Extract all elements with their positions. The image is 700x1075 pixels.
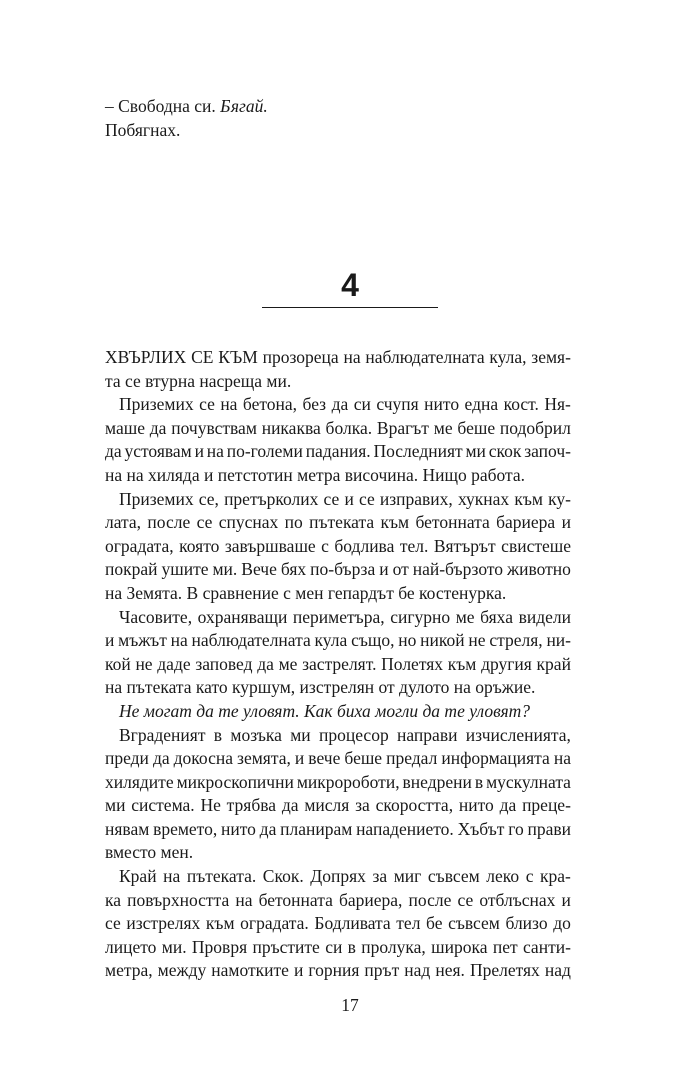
word: бях xyxy=(280,559,307,580)
word: хукнах xyxy=(457,488,510,509)
word: заповед xyxy=(195,653,253,674)
word: на xyxy=(170,630,188,651)
word: прозореца xyxy=(262,347,339,367)
word: Хъбът xyxy=(457,818,505,839)
dialogue-italic-text: Бягай. xyxy=(220,96,268,116)
word: Прелетях xyxy=(469,960,540,981)
word: бетона, xyxy=(242,394,298,415)
word: земя- xyxy=(531,347,571,367)
text-line xyxy=(105,889,571,913)
word: другия xyxy=(481,653,532,674)
word: Врагът xyxy=(376,417,429,438)
word: ХВЪРЛИХ xyxy=(105,347,187,367)
word: стреля, xyxy=(489,630,543,651)
word: трябва xyxy=(226,795,277,816)
word: периметъра, xyxy=(292,606,385,627)
word: започ- xyxy=(524,441,571,462)
word: мисля xyxy=(304,795,350,816)
word: за xyxy=(355,795,370,816)
word: да xyxy=(152,748,170,769)
word: бариера, xyxy=(338,889,403,910)
chapter-divider xyxy=(262,307,438,308)
word: скок xyxy=(488,441,522,462)
word: завършваше xyxy=(224,535,316,556)
text-line xyxy=(105,865,571,889)
word: тел xyxy=(396,913,421,934)
word: и xyxy=(344,488,354,509)
word: повърхността xyxy=(127,889,230,910)
word: над xyxy=(404,960,431,981)
word: бетонната xyxy=(415,512,490,533)
word: съвсем xyxy=(448,913,500,934)
closing-line: Побягнах. xyxy=(105,120,181,140)
word: сигурно xyxy=(390,606,451,627)
word: Провря xyxy=(191,936,248,957)
word: бариера xyxy=(496,512,556,533)
word: се xyxy=(323,488,340,509)
word: да xyxy=(259,818,277,839)
word: прът xyxy=(364,960,400,981)
text-line xyxy=(105,511,571,535)
word: и xyxy=(561,512,571,533)
word: кула, xyxy=(489,347,527,367)
word: оградата, xyxy=(105,535,174,556)
word: пръстите xyxy=(252,936,320,957)
word: видели xyxy=(518,606,571,627)
word: система. xyxy=(131,795,195,816)
word: изстрелях xyxy=(126,913,201,934)
word: го xyxy=(508,818,524,839)
word: и xyxy=(105,630,115,651)
word: кост. xyxy=(503,394,539,415)
text-line xyxy=(105,912,571,936)
word: падания. xyxy=(305,441,371,462)
word: после xyxy=(147,512,191,533)
page-number: 17 xyxy=(341,995,359,1015)
word: Приземих xyxy=(119,488,194,509)
word: Вграденият xyxy=(119,724,206,745)
word: подобрил xyxy=(499,417,571,438)
word: не xyxy=(468,630,486,651)
word: също, xyxy=(351,630,395,651)
word: на xyxy=(206,441,224,462)
word: Часовите, xyxy=(119,606,193,627)
word: към xyxy=(205,913,235,934)
text-line xyxy=(105,535,571,559)
word: никой xyxy=(420,630,465,651)
word: която xyxy=(179,535,220,556)
word: не xyxy=(135,653,153,674)
word: и xyxy=(194,441,204,462)
word: пролука, xyxy=(361,936,426,957)
word: по xyxy=(284,512,303,533)
word: в xyxy=(213,724,223,745)
word: намотките xyxy=(211,960,289,981)
word: отблъснах xyxy=(479,889,556,910)
word: пет xyxy=(492,936,518,957)
text-line-italic: Не могат да те уловят. Как биха могли да те уловят? xyxy=(119,700,530,721)
word: спуснах xyxy=(218,512,279,533)
word: оградата. xyxy=(240,913,309,934)
word: процесор xyxy=(319,724,389,745)
word: кула xyxy=(314,630,348,651)
word: прецe- xyxy=(522,795,571,816)
word: нито xyxy=(424,394,460,415)
word: ме xyxy=(455,606,475,627)
word: без xyxy=(302,394,327,415)
word: даде xyxy=(157,653,191,674)
word: горния xyxy=(308,960,360,981)
text-line xyxy=(105,346,571,370)
word: беше xyxy=(457,417,496,438)
previous-chapter-ending xyxy=(105,94,268,142)
word: земята, xyxy=(237,748,291,769)
word: да xyxy=(105,441,122,462)
word: кой xyxy=(105,653,131,674)
chapter-number: 4 xyxy=(341,267,359,303)
word: за xyxy=(372,866,388,887)
word: скоростта, xyxy=(375,795,454,816)
word: никаква xyxy=(261,417,321,438)
word: се, xyxy=(198,488,219,509)
word: тел. xyxy=(399,535,429,556)
word: с xyxy=(525,866,534,887)
word: ми xyxy=(290,724,311,745)
word: с xyxy=(321,535,329,556)
word: по-големи xyxy=(226,441,303,462)
word: си xyxy=(353,394,371,415)
word: на xyxy=(163,866,181,887)
text-line xyxy=(105,558,571,582)
word: докосна xyxy=(173,748,234,769)
word: край xyxy=(536,653,571,674)
word: наблюдателната xyxy=(191,630,311,651)
word: мускулната xyxy=(486,771,571,792)
word: една xyxy=(464,394,499,415)
word: беше xyxy=(344,748,383,769)
word: миг xyxy=(393,866,422,887)
word: ме xyxy=(433,417,453,438)
word: в xyxy=(347,936,356,957)
text-line xyxy=(105,936,571,960)
word: но xyxy=(398,630,417,651)
word: счупя xyxy=(376,394,419,415)
word: към xyxy=(380,512,410,533)
word: Ня- xyxy=(544,394,571,415)
word: ушите xyxy=(161,559,209,580)
word: и xyxy=(561,889,571,910)
word: охраняващи xyxy=(197,606,288,627)
word: лата, xyxy=(105,512,142,533)
word: кра- xyxy=(540,866,571,887)
word: ка xyxy=(105,889,122,910)
word: леко xyxy=(486,866,520,887)
word: Бодливата xyxy=(314,913,391,934)
word: Полетях xyxy=(381,653,444,674)
chapter-body xyxy=(105,346,571,983)
word: ми xyxy=(105,795,126,816)
word: ми. xyxy=(212,559,238,580)
text-line xyxy=(105,653,571,677)
dialogue-line xyxy=(105,94,268,118)
word: мозъка xyxy=(230,724,282,745)
text-line xyxy=(105,818,571,842)
word: СЕ xyxy=(191,347,214,367)
word: се xyxy=(196,512,213,533)
word: бодлива xyxy=(334,535,395,556)
word: Скок. xyxy=(262,866,304,887)
word: да xyxy=(281,795,299,816)
word: бяха xyxy=(480,606,513,627)
word: се xyxy=(199,394,215,415)
word: нея. xyxy=(435,960,465,981)
word: изчисленията, xyxy=(465,724,571,745)
word: изправих, xyxy=(379,488,453,509)
word: покрай xyxy=(105,559,158,580)
word: направи xyxy=(397,724,458,745)
word: в xyxy=(474,771,484,792)
word: се xyxy=(457,889,474,910)
text-line xyxy=(105,417,571,441)
word: Не xyxy=(200,795,221,816)
text-line xyxy=(105,488,571,512)
word: на xyxy=(553,748,571,769)
word: Вятърът xyxy=(433,535,496,556)
word: микророботи, xyxy=(296,771,400,792)
text-line: на на хиляда и петстотин метра височина. Нищо работа. xyxy=(105,464,526,485)
word: и xyxy=(294,748,305,769)
text-line xyxy=(105,440,571,464)
word: нито xyxy=(221,818,256,839)
word: застрелят. xyxy=(302,653,377,674)
word: маше xyxy=(105,417,145,438)
word: ми xyxy=(465,441,486,462)
word: пътеката. xyxy=(186,866,257,887)
text-line: та се втурна насреща ми. xyxy=(105,370,292,391)
word: да xyxy=(149,417,167,438)
word: мъжът xyxy=(118,630,167,651)
text-line xyxy=(105,794,571,818)
word: между xyxy=(157,960,207,981)
word: и xyxy=(293,960,304,981)
text-line xyxy=(105,724,571,748)
word: бе xyxy=(426,913,443,934)
text-line xyxy=(105,747,571,771)
word: КЪМ xyxy=(218,347,258,367)
text-line xyxy=(105,606,571,630)
word: животно xyxy=(507,559,571,580)
word: да xyxy=(331,394,349,415)
word: болка. xyxy=(325,417,373,438)
text-line xyxy=(105,771,571,795)
word: по-бърза xyxy=(310,559,376,580)
word: прави xyxy=(527,818,571,839)
word: бетонната xyxy=(258,889,333,910)
text-line: на пътеката като куршум, изстрелян от дулото на оръжие. xyxy=(105,677,536,698)
word: на xyxy=(235,889,253,910)
word: ме xyxy=(278,653,298,674)
word: наблюдателната xyxy=(365,347,485,367)
word: близо xyxy=(505,913,548,934)
word: планирам xyxy=(280,818,353,839)
word: Последният xyxy=(373,441,463,462)
text-line: на Земята. В сравнение с мен гепардът бе костенурка. xyxy=(105,582,507,603)
word: на xyxy=(343,347,361,367)
word: Край xyxy=(119,866,157,887)
word: времето, xyxy=(153,818,218,839)
word: широка xyxy=(431,936,488,957)
word: преди xyxy=(105,748,149,769)
word: да xyxy=(257,653,274,674)
word: метра, xyxy=(105,960,153,981)
word: ни- xyxy=(546,630,571,651)
word: пътеката xyxy=(309,512,375,533)
word: си xyxy=(325,936,343,957)
word: към xyxy=(514,488,543,509)
word: нито xyxy=(458,795,494,816)
word: предал xyxy=(386,748,438,769)
word: внедрени xyxy=(402,771,472,792)
text-line: вместо мен. xyxy=(105,842,194,863)
word: към xyxy=(447,653,477,674)
word: Допрях xyxy=(310,866,366,887)
word: Вече xyxy=(241,559,277,580)
word: Приземих xyxy=(119,394,194,415)
text-line xyxy=(105,959,571,983)
word: претърколих xyxy=(224,488,319,509)
word: на xyxy=(220,394,238,415)
word: санти- xyxy=(522,936,571,957)
dialogue-text: – Свободна си. xyxy=(105,96,221,116)
word: вече xyxy=(308,748,341,769)
word: се xyxy=(105,913,121,934)
word: микроскопични xyxy=(176,771,294,792)
word: съвсем xyxy=(427,866,480,887)
word: почувствам xyxy=(171,417,257,438)
word: от xyxy=(392,559,409,580)
word: лицето xyxy=(105,936,157,957)
word: най-бързото xyxy=(412,559,504,580)
word: и xyxy=(379,559,389,580)
word: нападението. xyxy=(356,818,454,839)
word: после xyxy=(408,889,452,910)
word: над xyxy=(544,960,571,981)
word: ми. xyxy=(161,936,187,957)
word: нявам xyxy=(105,818,150,839)
word: устоявам xyxy=(124,441,192,462)
text-line xyxy=(105,393,571,417)
word: да xyxy=(499,795,517,816)
word: ку- xyxy=(548,488,571,509)
word: се xyxy=(358,488,375,509)
word: хилядите xyxy=(105,771,174,792)
text-line xyxy=(105,629,571,653)
word: свистеше xyxy=(501,535,571,556)
word: до xyxy=(553,913,571,934)
word: информацията xyxy=(441,748,550,769)
